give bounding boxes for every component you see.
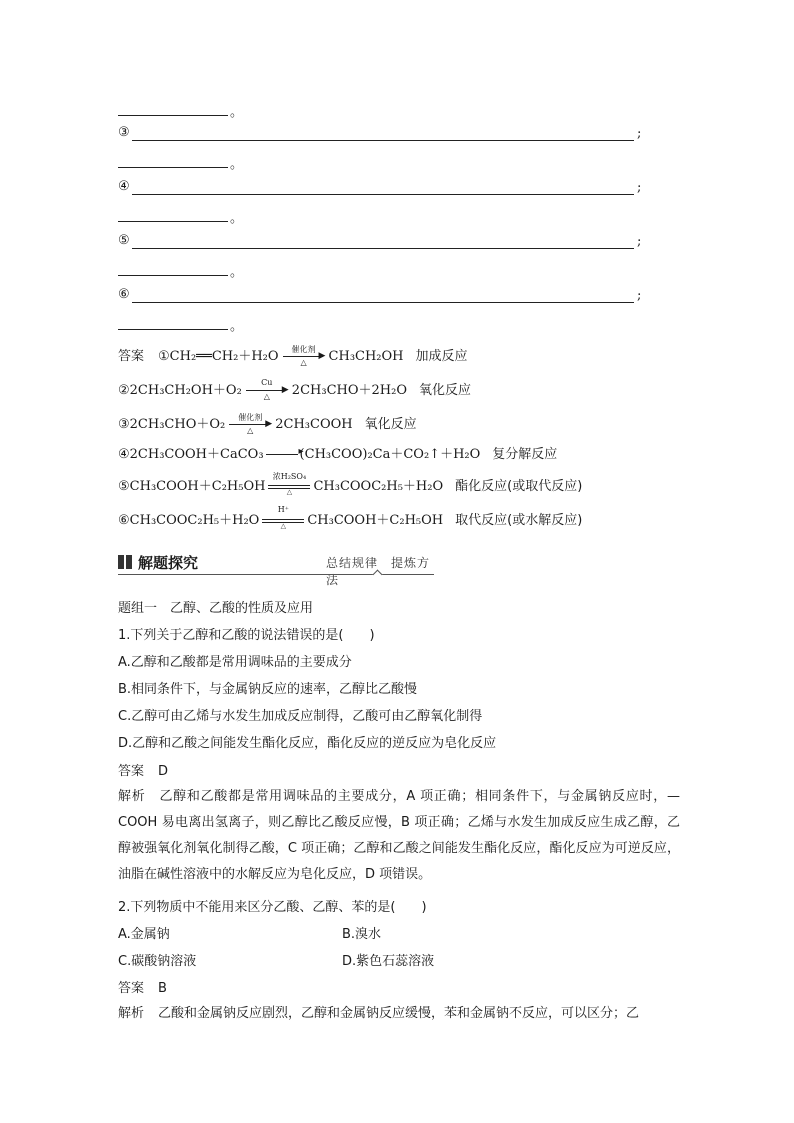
- question-1-option-c: C.乙醇可由乙烯与水发生加成反应制得，乙酸可由乙醇氧化制得: [118, 709, 483, 724]
- question-2-option-d: D.紫色石蕊溶液: [342, 954, 435, 969]
- section-divider: [118, 574, 434, 575]
- reaction-lhs: CH₃COOC₂H₅＋H₂O: [129, 513, 260, 528]
- section-bookmark-icon: [118, 555, 132, 569]
- reversible-arrow: [267, 471, 311, 497]
- answer-label: 答案: [118, 981, 145, 996]
- reaction-rhs: (CH₃COO)₂Ca＋CO₂↑＋H₂O: [299, 447, 481, 462]
- reaction-type: 复分解反应: [492, 447, 558, 462]
- blank-label-3: ③: [118, 125, 130, 140]
- reaction-lhs: 2CH₃CHO＋O₂: [129, 417, 226, 432]
- period: 。: [230, 319, 244, 334]
- reaction-rhs: CH₃CH₂OH: [328, 349, 404, 364]
- answer-reaction-6: [118, 504, 583, 531]
- reaction-arrow: 催化剂 ▶ △: [227, 415, 273, 435]
- period: 。: [230, 265, 244, 280]
- condition-top: 催化剂: [291, 344, 316, 354]
- reaction-arrow: [266, 454, 298, 455]
- answer-label: 答案: [118, 764, 145, 779]
- condition-top: 浓H₂SO₄: [272, 471, 307, 481]
- answer-reaction-2: [118, 379, 471, 401]
- reaction-rhs: 2CH₃COOH: [275, 417, 353, 432]
- question-2-answer: [118, 977, 167, 996]
- analysis-text: 乙酸和金属钠反应剧烈，乙醇和金属钠反应缓慢，苯和金属钠不反应，可以区分；乙: [158, 1006, 640, 1021]
- reaction-lhs: 2CH₃COOH＋CaCO₃: [129, 447, 264, 462]
- condition-top: 催化剂: [238, 412, 263, 422]
- blank-line: [132, 248, 634, 249]
- condition-bottom: △: [280, 521, 287, 530]
- condition-top: Cu: [261, 377, 273, 387]
- blank-line: [132, 140, 634, 141]
- question-1-option-b: B.相同条件下，与金属钠反应的速率，乙醇比乙酸慢: [118, 682, 418, 697]
- reaction-number: ③: [118, 417, 130, 432]
- reaction-type: 加成反应: [415, 349, 468, 364]
- blank-line: [118, 115, 228, 116]
- condition-bottom: △: [286, 487, 293, 496]
- blank-line: [132, 302, 634, 303]
- reaction-lhs: CH₃COOH＋C₂H₅OH: [129, 479, 266, 494]
- answer-value: D: [158, 764, 169, 779]
- period: 。: [230, 157, 244, 172]
- reaction-lhs: CH₂══CH₂＋H₂O: [169, 349, 279, 364]
- blank-label-6: ⑥: [118, 287, 130, 302]
- question-1-analysis: [118, 784, 680, 888]
- reaction-type: 酯化反应(或取代反应): [455, 479, 583, 494]
- question-2-option-b: B.溴水: [342, 927, 382, 942]
- section-subtitle: 总结规律 提炼方法: [326, 556, 431, 587]
- question-1-answer: [118, 760, 168, 779]
- blank-label-5: ⑤: [118, 233, 130, 248]
- blank-line: [132, 194, 634, 195]
- blank-line: [118, 329, 228, 330]
- blank-line: [118, 221, 228, 222]
- answer-label: 答案: [118, 349, 145, 364]
- condition-bottom: △: [247, 425, 254, 435]
- question-2-option-c: C.碳酸钠溶液: [118, 954, 197, 969]
- question-group-title: 题组一 乙醇、乙酸的性质及应用: [118, 601, 314, 616]
- condition-bottom: △: [263, 391, 270, 401]
- condition-top: H⁺: [277, 504, 289, 514]
- reaction-type: 取代反应(或水解反应): [455, 513, 583, 528]
- reaction-number: ①: [158, 349, 170, 364]
- reaction-rhs: CH₃COOC₂H₅＋H₂O: [313, 479, 444, 494]
- question-1-option-a: A.乙醇和乙酸都是常用调味品的主要成分: [118, 655, 352, 670]
- section-title: 解题探究: [138, 554, 199, 572]
- period: 。: [230, 211, 244, 226]
- condition-bottom: △: [300, 357, 307, 367]
- answer-reaction-4: [118, 443, 557, 462]
- answer-reaction-5: [118, 471, 583, 497]
- reaction-number: ②: [118, 383, 130, 398]
- analysis-text: 乙醇和乙酸都是常用调味品的主要成分，A 项正确；相同条件下，与金属钠反应时，—COOH 易电离出氢离子，则乙醇比乙酸反应慢，B 项正确；乙烯与水发生加成反应生成乙醇，乙醇被强氧化剂氧化制得乙酸，C 项正确；乙醇和乙酸之间能发生酯化反应，酯化反应为可逆反应，油脂在碱性溶液中的水解反应为皂化反应，D 项错误。: [118, 789, 680, 882]
- analysis-label: 解析: [118, 1006, 145, 1021]
- reaction-arrow: Cu ▶ △: [244, 381, 290, 401]
- semicolon: ;: [637, 126, 642, 141]
- semicolon: ;: [637, 288, 642, 303]
- question-2-stem: 2.下列物质中不能用来区分乙酸、乙醇、苯的是( ): [118, 900, 427, 915]
- semicolon: ;: [637, 180, 642, 195]
- reaction-number: ④: [118, 447, 130, 462]
- blank-label-4: ④: [118, 179, 130, 194]
- blank-line: [118, 275, 228, 276]
- reaction-rhs: CH₃COOH＋C₂H₅OH: [307, 513, 444, 528]
- reaction-lhs: 2CH₃CH₂OH＋O₂: [129, 383, 242, 398]
- blank-line: [118, 167, 228, 168]
- semicolon: ;: [637, 234, 642, 249]
- question-2-analysis: [118, 1001, 680, 1027]
- reaction-type: 氧化反应: [364, 417, 417, 432]
- question-1-option-d: D.乙醇和乙酸之间能发生酯化反应，酯化反应的逆反应为皂化反应: [118, 736, 497, 751]
- reaction-arrow: 催化剂 ▶ △: [281, 347, 327, 367]
- answer-reaction-1: [118, 345, 468, 367]
- analysis-label: 解析: [118, 789, 146, 804]
- question-2-option-a: A.金属钠: [118, 927, 170, 942]
- reversible-arrow: [261, 504, 305, 531]
- reaction-number: ⑥: [118, 513, 130, 528]
- reaction-type: 氧化反应: [418, 383, 471, 398]
- reaction-rhs: 2CH₃CHO＋2H₂O: [291, 383, 407, 398]
- answer-reaction-3: [118, 413, 417, 435]
- question-1-stem: 1.下列关于乙醇和乙酸的说法错误的是( ): [118, 628, 375, 643]
- reaction-number: ⑤: [118, 479, 130, 494]
- period: 。: [230, 105, 244, 120]
- answer-value: B: [158, 981, 167, 996]
- section-header: [118, 551, 434, 587]
